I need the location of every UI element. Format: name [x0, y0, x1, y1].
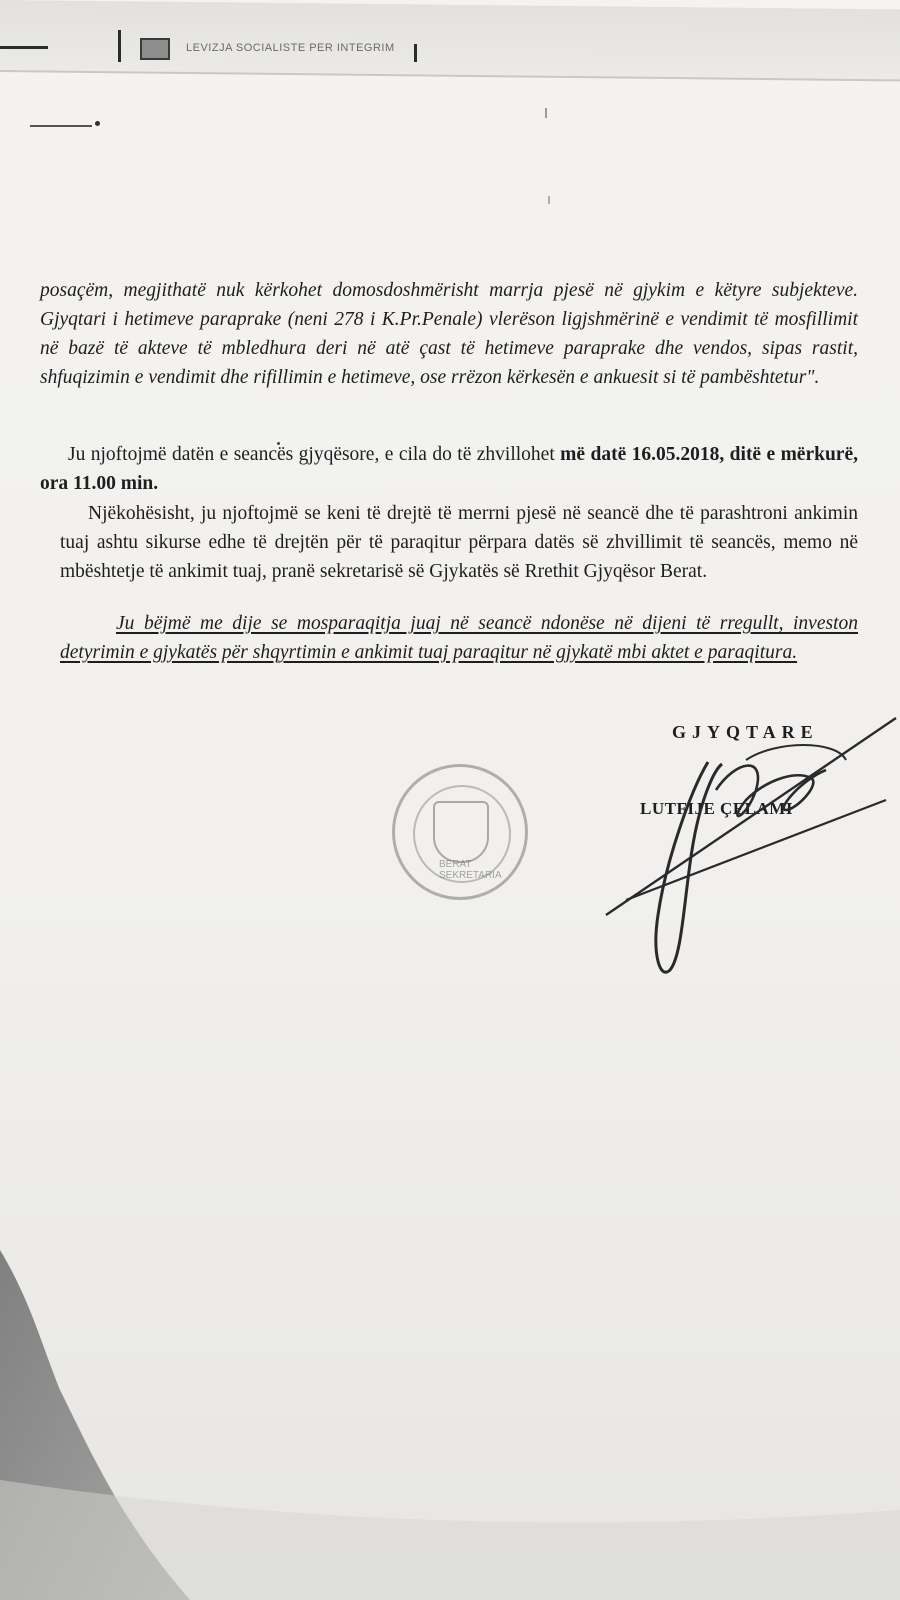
margin-mark — [30, 125, 92, 127]
scan-speck — [545, 108, 547, 118]
letterhead-text: LEVIZJA SOCIALISTE PER INTEGRIM — [186, 42, 395, 54]
margin-dot — [95, 121, 100, 126]
handwritten-signature — [596, 700, 900, 1000]
scan-shadow — [0, 1180, 900, 1600]
letterhead-divider-end — [414, 44, 417, 62]
court-stamp — [392, 764, 528, 900]
hearing-date-paragraph — [40, 440, 858, 498]
quoted-paragraph: posaçëm, megjithatë nuk kërkohet domosdoshmërisht marrja pjesë në gjykim e këtyre subjekteve. Gjyqtari i hetimeve paraprake (neni 278 i K.Pr.Penale) vlerëson ligjshmërinë e vendimit të mosfillimit në bazë të akteve të mbledhura deri në atë çast të hetimeve paraprake dhe vendos, sipas rastit, shfuqizimin e vendimit dhe rifillimin e hetimeve, ose rrëzon kërkesën e ankuesit si të pambështetur". — [40, 280, 858, 388]
hearing-date-lead: Ju njoftojmë datën e seancës gjyqësore, e cila do të zhvillohet — [68, 444, 561, 465]
letterhead-divider — [118, 30, 121, 62]
letterhead-strip — [0, 0, 900, 81]
stamp-text: BERAT SEKRETARIA — [439, 859, 502, 881]
rights-paragraph: Njëkohësisht, ju njoftojmë se keni të drejtë të merrni pjesë në seancë dhe të parashtroni ankimin tuaj ashtu sikurse edhe të drejtën për të paraqitur përpara datës së zhvillimit të seancës, memo në mbështetje të ankimit tuaj, pranë sekretarisë së Gjykatës së Rrethit Gjyqësor Berat. — [60, 503, 858, 582]
signatory-title: GJYQTARE — [672, 722, 819, 742]
letterhead-rule — [0, 46, 48, 49]
party-logo-icon — [140, 38, 170, 60]
stamp-emblem-icon — [433, 801, 489, 863]
signatory-name: LUTFIJE ÇELAMI — [640, 799, 793, 818]
scan-speck — [548, 196, 550, 204]
notice-paragraph: Ju bëjmë me dije se mosparaqitja juaj në seancë ndonëse në dijeni të rregullt, investon detyrimin e gjykatës për shqyrtimin e ankimit tuaj paraqitur në gjykatë mbi aktet e paraqitura. — [60, 613, 858, 663]
hearing-date-bold: më datë 16.05.2018, ditë e mërkurë, ora 11.00 min. — [40, 444, 858, 494]
